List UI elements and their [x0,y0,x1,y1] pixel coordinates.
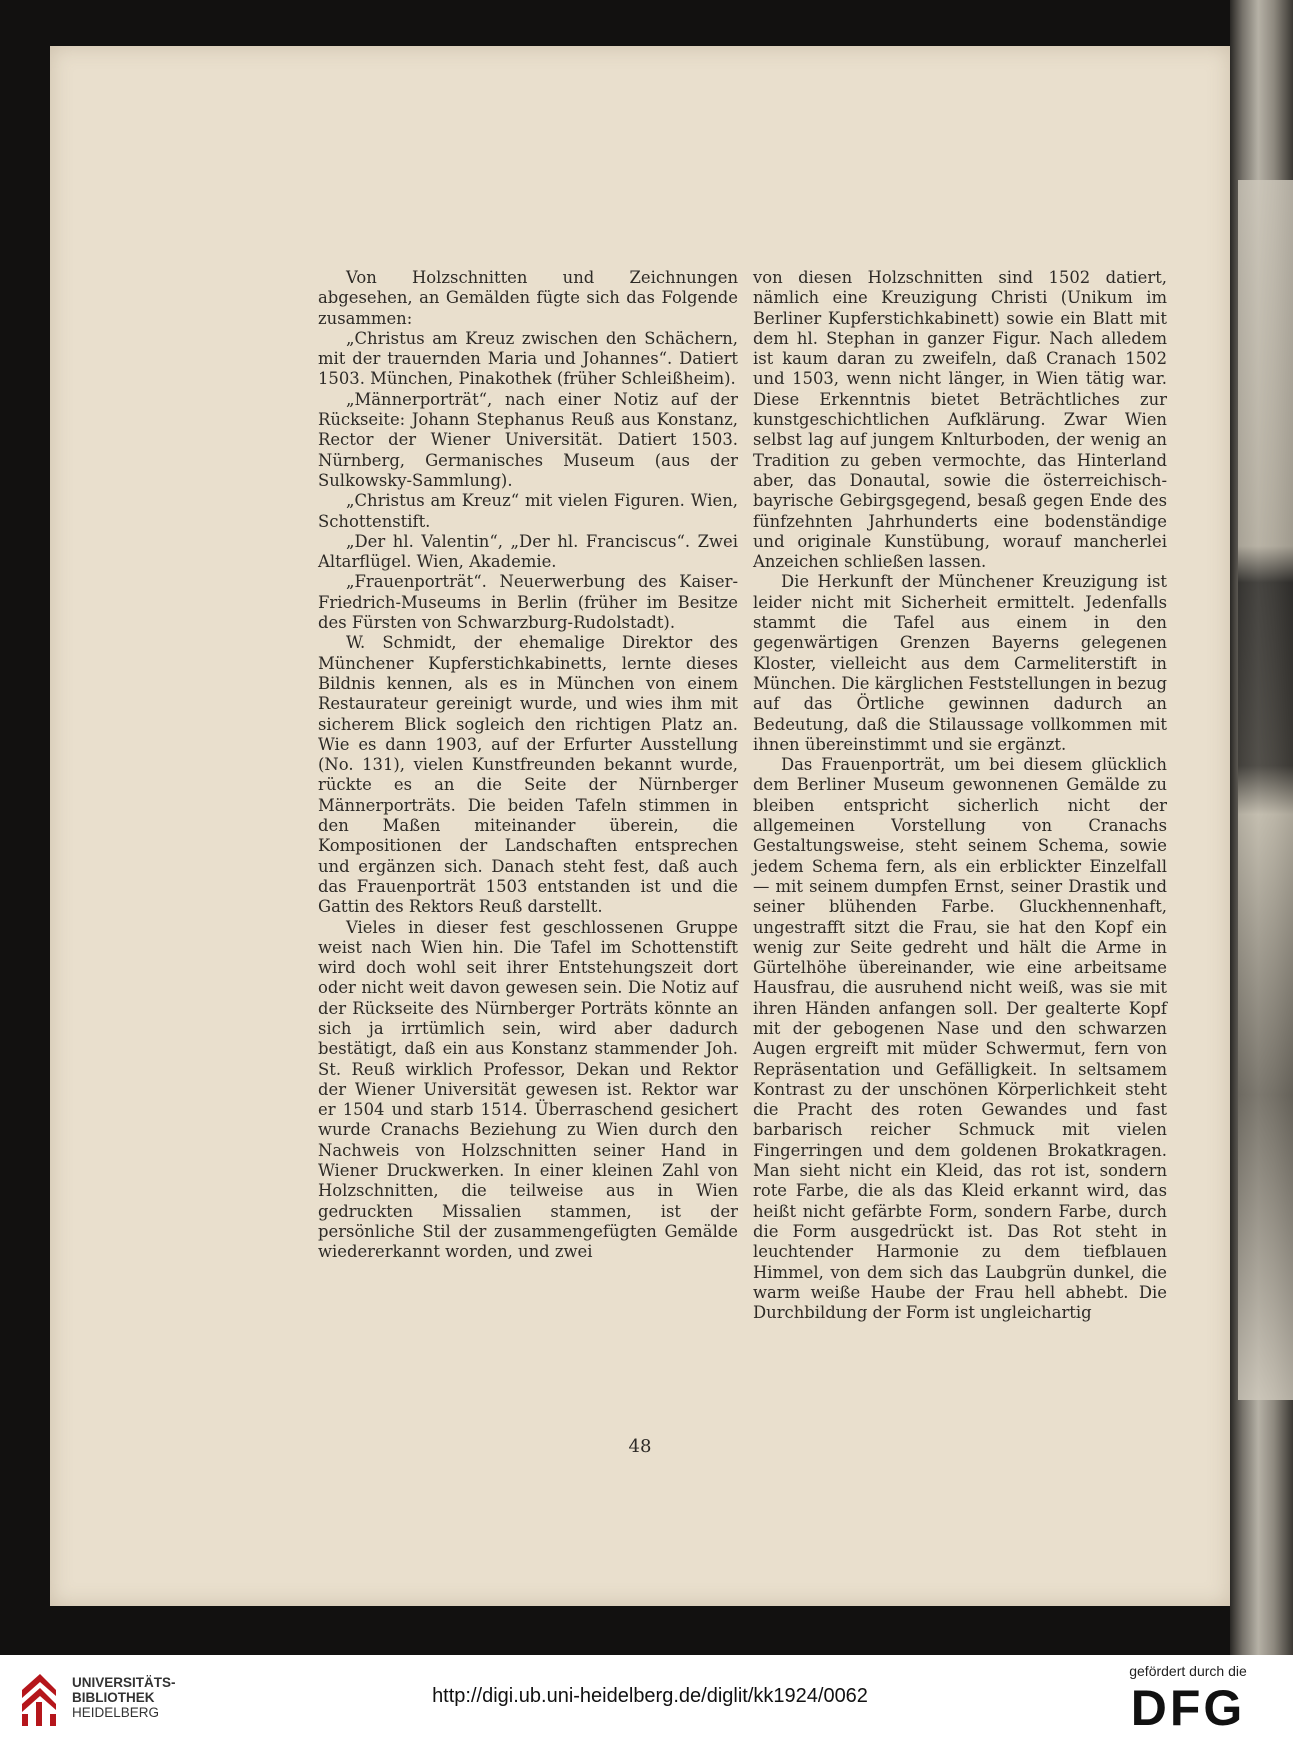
paragraph: Die Herkunft der Münchener Kreuzigung ist leider nicht mit Sicherheit ermittelt. Jedenfalls stammt die Tafel aus einem in den gegenwärtigen Grenzen Bayerns gelegenen Kloster, vielleicht aus dem Carmeliterstift in München. Die kärglichen Feststellungen in bezug auf das Örtliche gewinnen dadurch an Bedeutung, daß die Stilaussage vollkommen mit ihnen übereinstimmt und sie ergänzt. [753,572,1167,754]
paragraph: „Christus am Kreuz“ mit vielen Figuren. Wien, Schottenstift. [318,491,738,531]
paragraph: W. Schmidt, der ehemalige Direktor des Münchener Kupferstichkabinetts, lernte dieses Bildnis kennen, als es in München von einem Restaurateur gereinigt wurde, und wies ihm mit sicherem Blick sogleich den richtigen Platz an. Wie es dann 1903, auf der Erfurter Ausstellung (No. 131), vielen Kunstfreunden bekannt wurde, rückte es an die Seite der Nürnberger Männerporträts. Die beiden Tafeln stimmen in den Maßen miteinander überein, die Kompositionen der Landschaften entsprechen und ergänzen sich. Danach steht fest, daß auch das Frauenporträt 1503 entstanden ist und die Gattin des Rektors Reuß darstellt. [318,633,738,917]
adjacent-page-edge [1238,180,1293,1400]
paragraph: „Frauenporträt“. Neuerwerbung des Kaiser-Friedrich-Museums in Berlin (früher im Besitze des Fürsten von Schwarzburg-Rudolstadt). [318,572,738,633]
sponsor-label: gefördert durch die [1129,1663,1247,1679]
paragraph: „Männerporträt“, nach einer Notiz auf der Rückseite: Johann Stephanus Reuß aus Konstanz, Rector der Wiener Universität. Datiert 1503. Nürnberg, Germanisches Museum (aus der Sulkowsky-Sammlung). [318,389,738,490]
page-number: 48 [628,1436,652,1457]
library-name-line-1: UNIVERSITÄTS- [72,1675,176,1690]
paragraph: Von Holzschnitten und Zeichnungen abgesehen, an Gemälden fügte sich das Folgende zusammen: [318,268,738,328]
library-name [72,1675,176,1720]
text-column-right [753,268,1167,1323]
text-column-left [318,268,738,1263]
library-name-line-2: BIBLIOTHEK [72,1690,155,1705]
library-name-line-3: HEIDELBERG [72,1705,160,1720]
viewer-footer [0,1655,1293,1751]
dfg-logo: DFG [1130,1680,1246,1736]
sponsor-block [1103,1663,1273,1737]
book-page [50,46,1230,1606]
paragraph: Das Frauenporträt, um bei diesem glücklich dem Berliner Museum gewonnenen Gemälde zu bleiben entspricht sicherlich nicht der allgemeinen Vorstellung von Cranachs Gestaltungsweise, steht seinem Schema, sowie jedem Schema fern, als ein erblickter Einzelfall — mit seinem dumpfen Ernst, seiner Drastik und seiner blühenden Farbe. Gluckhennenhaft, ungestrafft sitzt die Frau, sie hat den Kopf ein wenig zur Seite gedreht und hält die Arme in Gürtelhöhe übereinander, wie eine arbeitsame Hausfrau, die ausruhend nicht weiß, was sie mit ihren Händen anfangen soll. Der gealterte Kopf mit der gebogenen Nase und den schwarzen Augen ergreift mit müder Schwermut, fern von Repräsentation und Gefälligkeit. In seltsamem Kontrast zu der unschönen Körperlichkeit steht die Pracht des roten Gewandes und fast barbarisch reicher Schmuck mit vielen Fingerringen und dem goldenen Brokatkragen. Man sieht nicht ein Kleid, das rot ist, sondern rote Farbe, die als das Kleid erkannt wird, das heißt nicht gefärbte Form, sondern Farbe, durch die Form ausgedrückt ist. Das Rot steht in leuchtender Harmonie zu dem tiefblauen Himmel, von dem sich das Laubgrün dunkel, die warm weiße Haube der Frau hell abhebt. Die Durchbildung der Form ist ungleichartig [753,755,1167,1323]
university-library-logo-icon [16,1670,62,1728]
paragraph: „Christus am Kreuz zwischen den Schächern, mit der trauernden Maria und Johannes“. Datiert 1503. München, Pinakothek (früher Schleißheim). [318,328,738,389]
paragraph: Vieles in dieser fest geschlossenen Gruppe weist nach Wien hin. Die Tafel im Schottenstift wird doch wohl seit ihrer Entstehungszeit dort oder nicht weit davon gewesen sein. Die Notiz auf der Rückseite des Nürnberger Porträts könnte an sich ja irrtümlich sein, wird aber dadurch bestätigt, daß ein aus Konstanz stammender Joh. St. Reuß wirklich Professor, Dekan und Rektor der Wiener Universität gewesen ist. Rektor war er 1504 und starb 1514. Überraschend gesichert wurde Cranachs Beziehung zu Wien durch den Nachweis von Holzschnitten seiner Hand in Wiener Druckwerken. In einer kleinen Zahl von Holzschnitten, die teilweise aus in Wien gedruckten Missalien stammen, ist der persönliche Stil der zusammengefügten Gemälde wiedererkannt worden, und zwei [318,917,738,1262]
permalink-url[interactable]: http://digi.ub.uni-heidelberg.de/diglit/kk1924/0062 [432,1685,868,1707]
paragraph: „Der hl. Valentin“, „Der hl. Franciscus“. Zwei Altarflügel. Wien, Akademie. [318,531,738,572]
paragraph-continued: von diesen Holzschnitten sind 1502 datiert, nämlich eine Kreuzigung Christi (Unikum im Berliner Kupferstichkabinett) sowie ein Blatt mit dem hl. Stephan in ganzer Figur. Nach alledem ist kaum daran zu zweifeln, daß Cranach 1502 und 1503, wenn nicht länger, in Wien tätig war. Diese Erkenntnis bietet Beträchtliches zur kunstgeschichtlichen Aufklärung. Zwar Wien selbst lag auf jungem Knlturboden, der wenig an Tradition zu geben vermochte, das Hinterland aber, das Donautal, sowie die österreichisch-bayrische Gebirgsgegend, besaß gegen Ende des fünfzehnten Jahrhunderts eine bodenständige und originale Kunstübung, worauf mancherlei Anzeichen schließen lassen. [753,268,1167,572]
